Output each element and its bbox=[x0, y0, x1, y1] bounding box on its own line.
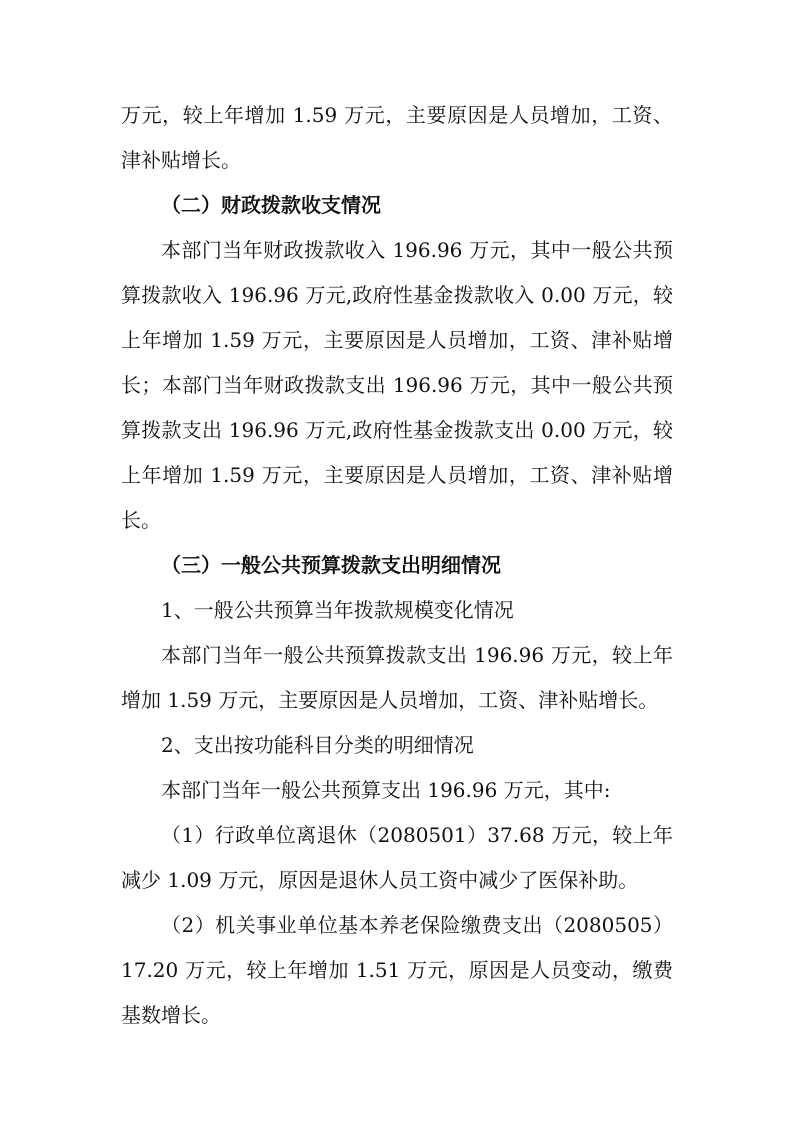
paragraph-item-pension-insurance: （2）机关事业单位基本养老保险缴费支出（2080505）17.20 万元，较上年增加 1.51 万元，原因是人员变动，缴费基数增长。 bbox=[121, 913, 673, 1027]
section-heading-fiscal-appropriation: （二）财政拨款收支情况 bbox=[161, 193, 381, 217]
paragraph-item-retirement: （1）行政单位离退休（2080501）37.68 万元，较上年减少 1.09 万元，原因是退休人员工资中减少了医保补助。 bbox=[121, 823, 673, 892]
subheading-functional-classification: 2、支出按功能科目分类的明细情况 bbox=[161, 733, 474, 757]
subheading-scale-change: 1、一般公共预算当年拨款规模变化情况 bbox=[161, 598, 514, 622]
document-body bbox=[121, 93, 673, 1038]
paragraph-continuation: 万元，较上年增加 1.59 万元，主要原因是人员增加，工资、津补贴增长。 bbox=[121, 103, 673, 172]
section-heading-general-budget-detail: （三）一般公共预算拨款支出明细情况 bbox=[161, 553, 501, 577]
paragraph-fiscal-appropriation: 本部门当年财政拨款收入 196.96 万元，其中一般公共预算拨款收入 196.96 万元,政府性基金拨款收入 0.00 万元，较上年增加 1.59 万元，主要原因是人员增加，工资、津补贴增长；本部门当年财政拨款支出 196.96 万元，其中一般公共预算拨款支出 196.96 万元,政府性基金拨款支出 0.00 万元，较上年增加 1.59 万元，主要原因是人员增加，工资、津补贴增长。 bbox=[121, 238, 673, 532]
paragraph-functional-total: 本部门当年一般公共预算支出 196.96 万元，其中: bbox=[161, 778, 611, 802]
paragraph-scale-change: 本部门当年一般公共预算拨款支出 196.96 万元，较上年增加 1.59 万元，主要原因是人员增加，工资、津补贴增长。 bbox=[121, 643, 673, 712]
